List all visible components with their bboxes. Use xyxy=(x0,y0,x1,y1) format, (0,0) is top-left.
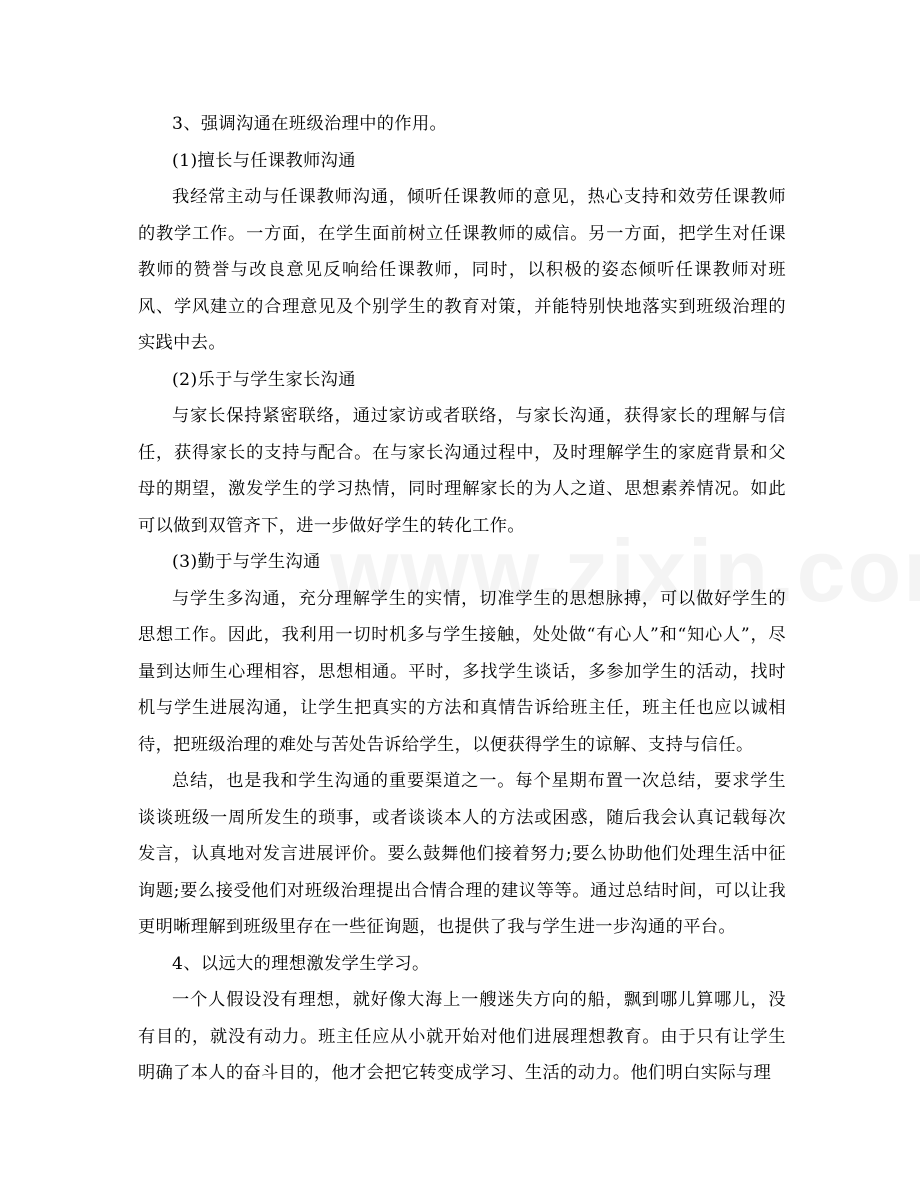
paragraph-section-4-heading: 4、以远大的理想激发学生学习。 xyxy=(172,953,430,974)
document-body xyxy=(138,106,786,1092)
paragraph-subheading-3: (3)勤于与学生沟通 xyxy=(172,552,321,572)
paragraph-teacher-communication: 我经常主动与任课教师沟通，倾听任课教师的意见，热心支持和效劳任课教师的教学工作。一方面，在学生面前树立任课教师的威信。另一方面，把学生对任课教师的赞誉与改良意见反响给任课教师，同时，以积极的姿态倾听任课教师对班风、学风建立的合理意见及个别学生的教育对策，并能特别快地落实到班级治理的实践中去。 xyxy=(138,187,786,353)
paragraph-ideals: 一个人假设没有理想，就好像大海上一艘迷失方向的船，飘到哪儿算哪儿，没有目的，就没有动力。班主任应从小就开始对他们进展理想教育。由于只有让学生明确了本人的奋斗目的，他才会把它转变成学习、生活的动力。他们明白实际与理 xyxy=(138,990,786,1083)
paragraph-subheading-2: (2)乐于与学生家长沟通 xyxy=(172,369,356,390)
paragraph-section-3-heading: 3、强调沟通在班级治理中的作用。 xyxy=(172,114,448,134)
paragraph-summary-channel: 总结，也是我和学生沟通的重要渠道之一。每个星期布置一次总结，要求学生谈谈班级一周所发生的琐事，或者谈谈本人的方法或困惑，随后我会认真记载每次发言，认真地对发言进展评价。要么鼓舞他们接着努力;要么协助他们处理生活中征询题;要么接受他们对班级治理提出合情合理的建议等等。通过总结时间，可以让我更明晰理解到班级里存在一些征询题，也提供了我与学生进一步沟通的平台。 xyxy=(138,771,786,937)
paragraph-subheading-1: (1)擅长与任课教师沟通 xyxy=(172,150,356,171)
paragraph-parent-communication: 与家长保持紧密联络，通过家访或者联络，与家长沟通，获得家长的理解与信任，获得家长的支持与配合。在与家长沟通过程中，及时理解学生的家庭背景和父母的期望，激发学生的学习热情，同时理解家长的为人之道、思想素养情况。如此可以做到双管齐下，进一步做好学生的转化工作。 xyxy=(138,406,786,536)
paragraph-student-communication: 与学生多沟通，充分理解学生的实情，切准学生的思想脉搏，可以做好学生的思想工作。因此，我利用一切时机多与学生接触，处处做“有心人”和“知心人”，尽量到达师生心理相容，思想相通。平时，多找学生谈话，多参加学生的活动，找时机与学生进展沟通，让学生把真实的方法和真情告诉给班主任，班主任也应以诚相待，把班级治理的难处与苦处告诉给学生，以便获得学生的谅解、支持与信任。 xyxy=(138,588,786,755)
